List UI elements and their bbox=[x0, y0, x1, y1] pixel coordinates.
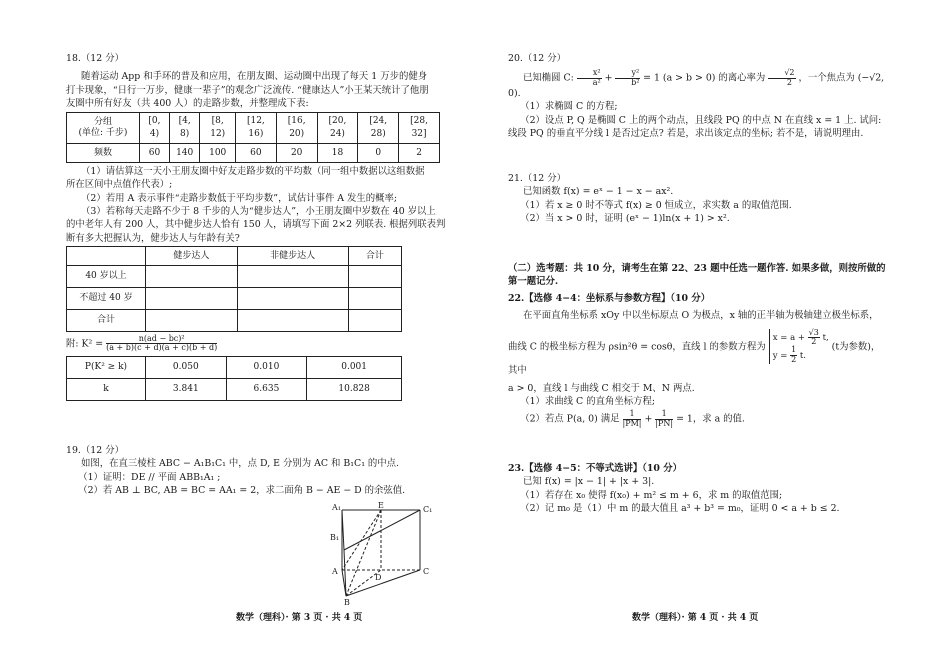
sys1-post: t, bbox=[822, 333, 829, 344]
group-cell: [24, 28) bbox=[358, 113, 399, 144]
q23-part1: （1）若存在 x₀ 使得 f(x₀) + m² ≤ m + 6，求 m 的取值范围; bbox=[520, 489, 783, 501]
frequency-cell: 18 bbox=[317, 143, 358, 162]
q22-p2-pre: （2）若点 P(a, 0) 满足 bbox=[520, 413, 620, 425]
numerator: √3 bbox=[808, 327, 819, 337]
q22-part1: （1）求曲线 C 的直角坐标方程; bbox=[520, 395, 655, 407]
question-23 bbox=[508, 462, 888, 515]
q18-part1-b: 所在区间中点值作代表）; bbox=[66, 179, 173, 191]
sys1-pre: x = a + bbox=[772, 333, 805, 344]
q21-part2: （2）当 x > 0 时，证明 (eˣ − 1)ln(x + 1) > x². bbox=[520, 213, 730, 225]
frequency-cell: 100 bbox=[200, 143, 236, 162]
q18-intro-3: 友圈中所有好友（共 400 人）的走路步数，并整理成下表: bbox=[66, 98, 309, 110]
q19-header: 19.（12 分） bbox=[66, 445, 124, 456]
q20-part1: （1）求椭圆 C 的方程; bbox=[520, 101, 618, 113]
prism-diagram bbox=[330, 502, 450, 606]
sqrt3-over-2 bbox=[808, 329, 820, 347]
q21-part1: （1）若 x ≥ 0 时不等式 f(x) ≥ 0 恒成立，求实数 a 的取值范围. bbox=[520, 199, 792, 211]
q21-intro: 已知函数 f(x) = eˣ − 1 − x − ax². bbox=[523, 186, 674, 198]
empty-cell bbox=[237, 309, 348, 331]
q18-frequency-table bbox=[66, 112, 440, 163]
numerator: √2 bbox=[768, 69, 795, 78]
empty-cell bbox=[237, 287, 348, 309]
q19-intro: 如图，在直三棱柱 ABC − A₁B₁C₁ 中，点 D, E 分别为 AC 和 B₁C₁ 的中点. bbox=[81, 458, 400, 470]
one-over-2 bbox=[790, 346, 797, 364]
q20-part2-a: （2）设点 P, Q 是椭圆 C 上的两个动点，且线段 PQ 的中点 N 在直线 x = 1 上. 试问: bbox=[520, 114, 882, 126]
denominator: 2 bbox=[811, 337, 817, 347]
col-header: 健步达人 bbox=[146, 246, 238, 265]
x2-over-a2 bbox=[577, 69, 602, 87]
question-20 bbox=[508, 52, 888, 141]
q18-critical-value-table bbox=[66, 356, 402, 401]
group-cell: [8, 12) bbox=[200, 113, 236, 144]
sys-line-1 bbox=[772, 327, 829, 347]
question-22 bbox=[508, 292, 888, 428]
k2-fraction bbox=[106, 335, 217, 353]
q18-part1-a: （1）请估算这一天小王朋友圈中好友走路步数的平均数（同一组中数据以这组数据 bbox=[81, 165, 425, 177]
frequency-cell: 60 bbox=[236, 143, 277, 162]
q22-line-2 bbox=[508, 329, 888, 378]
q22-intro: 在平面直角坐标系 xOy 中以坐标原点 O 为极点，x 轴的正半轴为极轴建立极坐标系， bbox=[523, 310, 879, 322]
section-note-2: 第一题记分. bbox=[508, 276, 559, 288]
q18-part3-c: 断有多大把握认为，健步达人与年龄有关? bbox=[66, 232, 240, 244]
label-A1: A₁ bbox=[332, 503, 341, 512]
k-label: k bbox=[67, 378, 146, 400]
q18-part2: （2）若用 A 表示事件“走路步数低于平均步数”，试估计事件 A 发生的概率; bbox=[81, 192, 398, 204]
group-label: 分组 bbox=[93, 117, 112, 128]
elective-section-note bbox=[508, 262, 888, 289]
sys2-post: t. bbox=[799, 350, 807, 361]
frequency-cell: 20 bbox=[276, 143, 317, 162]
frequency-label: 频数 bbox=[67, 143, 140, 162]
y2-over-b2 bbox=[615, 69, 640, 87]
row-header: 40 岁以上 bbox=[67, 265, 146, 287]
sys-line-2 bbox=[772, 345, 807, 364]
q18-part3-b: 的中老年人有 200 人，其中健步达人恰有 150 人，请填写下面 2×2 列联表. 根据列联表判 bbox=[66, 219, 446, 231]
attach-label: 附: bbox=[66, 338, 79, 350]
denominator: 2 bbox=[791, 354, 797, 364]
q20-line-1 bbox=[508, 69, 888, 100]
numerator: 1 bbox=[623, 410, 642, 419]
q18-part3-a: （3）若称每天走路不少于 8 千步的人为“健步达人”，小王朋友圈中岁数在 40 岁以上 bbox=[81, 205, 436, 217]
q18-header: 18.（12 分） bbox=[66, 53, 124, 64]
label-C: C bbox=[423, 567, 430, 576]
k-cell: 3.841 bbox=[146, 378, 227, 400]
k-cell: 10.828 bbox=[307, 378, 402, 400]
row-header: 不超过 40 岁 bbox=[67, 287, 146, 309]
prob-cell: 0.001 bbox=[307, 356, 402, 378]
denominator: a² bbox=[592, 77, 601, 87]
empty-cell bbox=[348, 265, 401, 287]
eccentricity-fraction bbox=[768, 69, 795, 87]
q20-part2-b: 线段 PQ 的垂直平分线 l 是否过定点? 若是，求出该定点的坐标; 若不是，请说明理由. bbox=[508, 128, 864, 140]
row-header: 合计 bbox=[67, 309, 146, 331]
q20-mid: = 1 (a > b > 0) 的离心率为 bbox=[643, 72, 766, 84]
k-cell: 6.635 bbox=[226, 378, 307, 400]
q22-part2 bbox=[508, 410, 888, 428]
section-note-1: （二）选考题：共 10 分，请考生在第 22、23 题中任选一题作答. 如果多做，则按所做的 bbox=[508, 263, 886, 274]
q18-intro-1: 随着运动 App 和手环的普及和应用，在朋友圈、运动圈中出现了每天 1 万步的健身 bbox=[81, 71, 428, 83]
q22-line-3: a > 0，直线 l 与曲线 C 相交于 M、N 两点. bbox=[508, 382, 695, 394]
corner-cell bbox=[67, 246, 146, 265]
k2-numerator: n(ad − bc)² bbox=[106, 335, 217, 344]
q21-header: 21.（12 分） bbox=[508, 173, 566, 184]
q23-part2: （2）记 m₀ 是（1）中 m 的最大值且 a³ + b³ = m₀，证明 0 < a + b ≤ 2. bbox=[520, 503, 840, 515]
q23-intro: 已知 f(x) = |x − 1| + |x + 3|. bbox=[523, 476, 655, 488]
group-cell: [20, 24) bbox=[317, 113, 358, 144]
one-over-pn bbox=[655, 410, 673, 428]
denominator: b² bbox=[631, 77, 640, 87]
denominator: |PN| bbox=[655, 418, 674, 428]
right-page-footer: 数学（理科）· 第 4 页 · 共 4 页 bbox=[632, 613, 759, 623]
label-E: E bbox=[378, 502, 384, 510]
col-header: 非健步达人 bbox=[237, 246, 348, 265]
q22-header: 22.【选修 4−4：坐标系与参数方程】（10 分） bbox=[508, 293, 711, 304]
label-D: D bbox=[375, 573, 382, 582]
numerator: 1 bbox=[655, 410, 673, 419]
q23-header: 23.【选修 4−5：不等式选讲】（10 分） bbox=[508, 463, 682, 474]
empty-cell bbox=[348, 309, 401, 331]
empty-cell bbox=[348, 287, 401, 309]
frequency-cell: 140 bbox=[169, 143, 199, 162]
q22-p2-post: = 1，求 a 的值. bbox=[676, 413, 745, 425]
col-header: 合计 bbox=[348, 246, 401, 265]
right-page bbox=[508, 0, 888, 672]
q19-part1: （1）证明：DE // 平面 ABB₁A₁ ; bbox=[78, 471, 221, 483]
denominator: 2 bbox=[786, 77, 792, 87]
plus-sign: + bbox=[604, 72, 613, 84]
label-B1: B₁ bbox=[330, 533, 340, 542]
q22-line2-post: (t为参数)，其中 bbox=[508, 340, 881, 377]
question-21 bbox=[508, 172, 888, 225]
left-page-footer: 数学（理科）· 第 3 页 · 共 4 页 bbox=[236, 613, 363, 623]
one-over-pm bbox=[623, 410, 642, 428]
frequency-cell: 2 bbox=[399, 143, 440, 162]
plus-sign: + bbox=[644, 413, 653, 425]
k2-lhs: K² = bbox=[81, 338, 104, 350]
empty-cell bbox=[237, 265, 348, 287]
prob-cell: 0.010 bbox=[226, 356, 307, 378]
prob-cell: 0.050 bbox=[146, 356, 227, 378]
denominator: |PM| bbox=[622, 418, 642, 428]
group-cell: [0, 4) bbox=[140, 113, 170, 144]
question-19 bbox=[66, 444, 456, 497]
unit-label: (单位: 千步) bbox=[78, 128, 128, 139]
question-18 bbox=[66, 52, 456, 401]
numerator: y² bbox=[615, 69, 640, 78]
q20-header: 20.（12 分） bbox=[508, 53, 566, 64]
group-cell: [12, 16) bbox=[236, 113, 277, 144]
numerator: x² bbox=[577, 69, 602, 78]
frequency-cell: 0 bbox=[358, 143, 399, 162]
q22-line2-pre: 曲线 C 的极坐标方程为 ρsin²θ = cosθ，直线 l 的参数方程为 bbox=[508, 340, 766, 352]
label-B: B bbox=[344, 598, 350, 606]
prob-label: P(K² ≥ k) bbox=[67, 356, 146, 378]
empty-cell bbox=[146, 265, 238, 287]
q18-intro-2: 打卡现象，“日行一万步，健康一辈子”的观念广泛流传. “健康达人”小王某天统计了他朋 bbox=[66, 84, 429, 96]
group-cell: [16, 20) bbox=[276, 113, 317, 144]
q20-post: ，一个焦点为 (−√2, 0). bbox=[508, 72, 885, 100]
left-page bbox=[66, 0, 456, 672]
empty-cell bbox=[146, 287, 238, 309]
q19-part2: （2）若 AB ⊥ BC, AB = BC = AA₁ = 2，求二面角 B − AE − D 的余弦值. bbox=[78, 485, 406, 497]
empty-cell bbox=[146, 309, 238, 331]
label-C1: C₁ bbox=[423, 505, 433, 514]
parametric-system bbox=[769, 329, 829, 365]
q18-contingency-table bbox=[66, 246, 402, 332]
q20-pre: 已知椭圆 C: bbox=[523, 72, 574, 84]
group-cell: [28, 32] bbox=[399, 113, 440, 144]
k2-denominator: (a + b)(c + d)(a + c)(b + d) bbox=[106, 343, 218, 353]
table-header-cell bbox=[67, 113, 140, 144]
sys2-pre: y = bbox=[772, 350, 788, 361]
numerator: 1 bbox=[791, 345, 797, 355]
frequency-cell: 60 bbox=[140, 143, 170, 162]
label-A: A bbox=[332, 567, 338, 576]
group-cell: [4, 8) bbox=[169, 113, 199, 144]
k-squared-formula bbox=[66, 335, 456, 353]
